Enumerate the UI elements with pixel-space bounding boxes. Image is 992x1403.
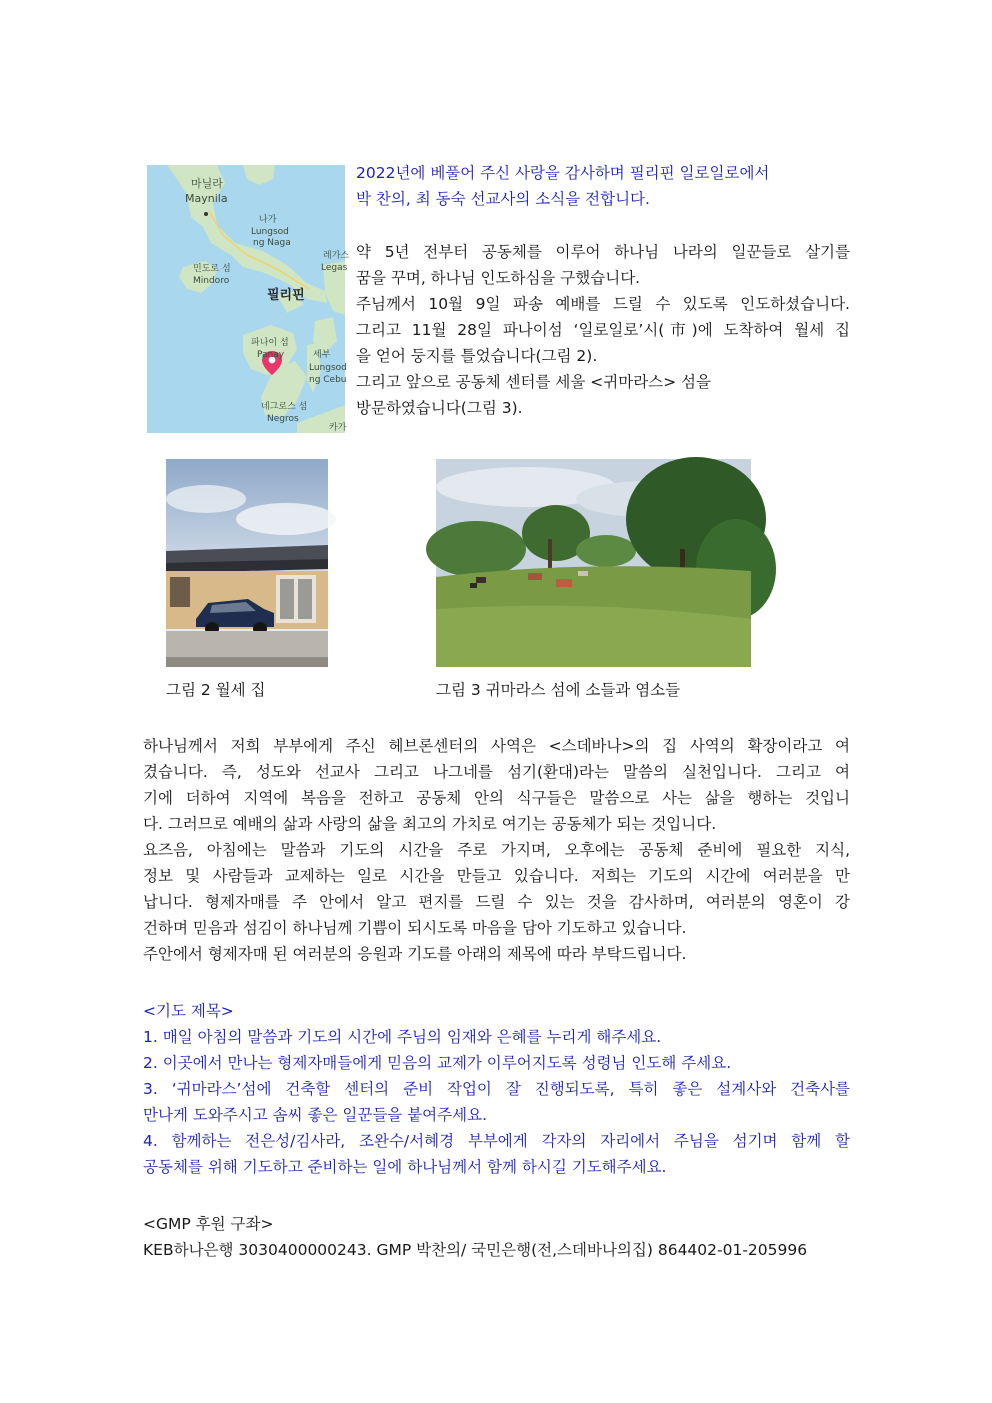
body-line-9: 주안에서 형제자매 된 여러분의 응원과 기도를 아래의 제목에 따라 부탁드립니다. [143, 945, 687, 963]
story-line-6: 그리고 앞으로 공동체 센터를 세울 <귀마라스> 섬을 [356, 373, 711, 391]
prayer-item-3: 3. ‘귀마라스’섬에 건축할 센터의 준비 작업이 잘 진행되도록, 특히 좋은 설계사와 건축사를 [143, 1080, 850, 1098]
body-line-7: 납니다. 형제자매를 주 안에서 알고 편지를 드릴 수 있는 것을 감사하며, 여러분의 영혼이 강 [143, 893, 850, 911]
intro-line-1: 2022년에 베풀어 주신 사랑을 감사하며 필리핀 일로일로에서 [356, 164, 770, 182]
figure-3-caption: 그림 3 귀마라스 섬에 소들과 염소들 [436, 681, 681, 699]
account-heading: <GMP 후원 구좌> [143, 1215, 274, 1233]
intro-line-2: 박 찬의, 최 동숙 선교사의 소식을 전합니다. [356, 190, 650, 208]
body-line-6: 정보 및 사람들과 교제하는 일로 시간을 만들고 있습니다. 저희는 기도의 시간에 여러분을 만 [143, 867, 850, 885]
map-label-cebu-ko: 세부 [313, 350, 331, 360]
body-line-1: 하나님께서 저희 부부에게 주신 헤브론센터의 사역은 <스데바나>의 집 사역의 확장이라고 여 [143, 737, 850, 755]
body-line-8: 건하며 믿음과 섬김이 하나님께 기쁨이 되시도록 마음을 담아 기도하고 있습니다. [143, 919, 687, 937]
map-label-mindoro-ko: 민도로 섬 [193, 264, 231, 274]
account-details: KEB하나은행 3030400000243. GMP 박찬의/ 국민은행(전,스데바나의집) 864402-01-205996 [143, 1241, 808, 1259]
prayer-item-3-cont: 만나게 도와주시고 솜씨 좋은 일꾼들을 붙여주세요. [143, 1106, 487, 1124]
map-label-naga: ng Naga [253, 238, 291, 248]
map-label-philippines: 필리핀 [267, 288, 305, 303]
map-label-negros-ko: 네그로스 섬 [261, 402, 308, 412]
map-label-panay-ko: 파나이 섬 [251, 338, 289, 348]
prayer-item-2: 2. 이곳에서 만나는 형제자매들에게 믿음의 교제가 이루어지도록 성령님 인도해 주세요. [143, 1054, 732, 1072]
map-label-lungsod-naga: Lungsod [251, 227, 289, 237]
story-line-4: 그리고 11월 28일 파나이섬 ‘일로일로’시(市)에 도착하여 월세 집 [356, 321, 850, 339]
story-line-7: 방문하였습니다(그림 3). [356, 399, 523, 417]
guimaras-field-photo [436, 459, 751, 667]
body-line-4: 다. 그러므로 예배의 삶과 사랑의 삶을 최고의 가치로 여기는 공동체가 되는 것입니다. [143, 815, 717, 833]
figure-2-caption: 그림 2 월세 집 [166, 681, 266, 699]
rented-house-photo [166, 459, 328, 667]
body-line-5: 요즈음, 아침에는 말씀과 기도의 시간을 주로 가지며, 오후에는 공동체 준비에 필요한 지식, [143, 841, 850, 859]
philippines-map [147, 165, 350, 433]
map-label-legaspi: Legas [321, 263, 348, 273]
map-label-lungsod-cebu: Lungsod [309, 363, 347, 373]
map-label-mindoro: Mindoro [193, 276, 230, 286]
map-label-cebu: ng Cebu [309, 375, 347, 385]
map-label-manila: Maynila [185, 192, 228, 205]
map-label-negros: Negros [267, 414, 299, 424]
story-line-2: 꿈을 꾸며, 하나님 인도하심을 구했습니다. [356, 269, 641, 287]
story-line-5: 을 얻어 둥지를 틀었습니다(그림 2). [356, 347, 598, 365]
map-label-cut: 카가 [329, 423, 347, 433]
story-line-1: 약 5년 전부터 공동체를 이루어 하나님 나라의 일꾼들로 살기를 [356, 243, 850, 261]
body-line-3: 기에 더하여 지역에 복음을 전하고 공동체 안의 식구들은 말씀으로 사는 삶을 행하는 것입니 [143, 789, 850, 807]
map-label-legaspi-ko: 레가스 [323, 251, 350, 261]
body-line-2: 겼습니다. 즉, 성도와 선교사 그리고 나그네를 섬기(환대)라는 말씀의 실천입니다. 그리고 여 [143, 763, 850, 781]
prayer-item-1: 1. 매일 아침의 말씀과 기도의 시간에 주님의 임재와 은혜를 누리게 해주세요. [143, 1028, 662, 1046]
map-label-naga-ko: 나가 [259, 215, 277, 225]
prayer-heading: <기도 제목> [143, 1002, 234, 1020]
map-label-panay: Panay [257, 350, 285, 360]
prayer-item-4: 4. 함께하는 전은성/김사라, 조완수/서혜경 부부에게 각자의 자리에서 주님을 섬기며 함께 할 [143, 1132, 850, 1150]
prayer-item-4-cont: 공동체를 위해 기도하고 준비하는 일에 하나님께서 함께 하시길 기도해주세요. [143, 1158, 667, 1176]
story-line-3: 주님께서 10월 9일 파송 예배를 드릴 수 있도록 인도하셨습니다. [356, 295, 850, 313]
map-label-manila-ko: 마닐라 [191, 177, 223, 190]
